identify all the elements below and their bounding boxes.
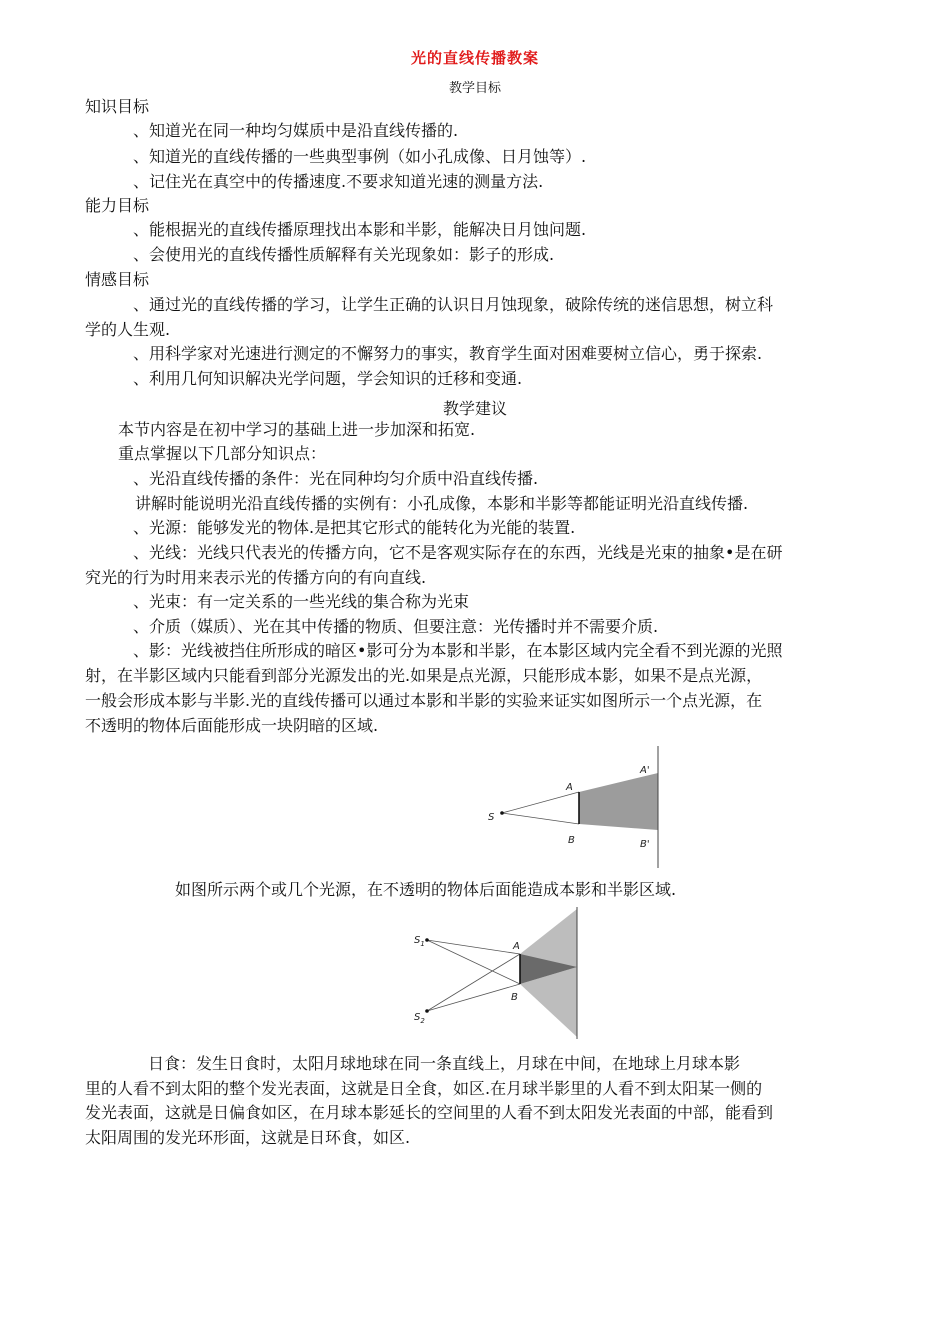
point-shadow-continued: 不透明的物体后面能形成一块阴暗的区域. <box>85 716 379 735</box>
label-s2: $S_2$ <box>414 1012 425 1025</box>
label-b: B <box>568 835 575 846</box>
eclipse-paragraph-continued: 太阳周围的发光环形面，这就是日环食，如区. <box>85 1128 411 1147</box>
label-a-prime: A' <box>640 765 650 776</box>
point-condition: 、光沿直线传播的条件：光在同种均匀介质中沿直线传播. <box>133 469 539 488</box>
ray-line <box>502 813 579 824</box>
eclipse-paragraph-continued: 发光表面，这就是日偏食如区，在月球本影延长的空间里的人看不到太阳发光表面的中部，能看到 <box>85 1103 774 1122</box>
figure2-caption: 如图所示两个或几个光源，在不透明的物体后面能造成本影和半影区域. <box>175 880 677 899</box>
emotion-item: 、用科学家对光速进行测定的不懈努力的事实，教育学生面对困难要树立信心，勇于探索. <box>133 344 763 363</box>
section-heading-goals: 教学目标 <box>448 81 501 96</box>
ability-item: 、会使用光的直线传播性质解释有关光现象如：影子的形成. <box>133 245 555 264</box>
label-a: A <box>566 782 573 793</box>
point-shadow-continued: 射，在半影区域内只能看到部分光源发出的光.如果是点光源，只能形成本影，如果不是点光源， <box>85 666 763 685</box>
point-beam: 、光束：有一定关系的一些光线的集合称为光束 <box>133 592 470 611</box>
eclipse-paragraph-continued: 里的人看不到太阳的整个发光表面，这就是日全食，如区.在月球半影里的人看不到太阳某一侧的 <box>85 1079 763 1098</box>
ray-line <box>427 984 520 1011</box>
point-medium: 、介质（媒质）、光在其中传播的物质、但要注意：光传播时并不需要介质. <box>133 617 659 636</box>
ability-item: 、能根据光的直线传播原理找出本影和半影，能解决日月蚀问题. <box>133 220 587 239</box>
knowledge-item: 、知道光在同一种均匀媒质中是沿直线传播的. <box>133 121 459 140</box>
label-s1: $S_1$ <box>414 935 425 948</box>
umbra-region <box>579 773 658 830</box>
emotion-item: 、通过光的直线传播的学习，让学生正确的认识日月蚀现象，破除传统的迷信思想，树立科 <box>133 295 774 314</box>
emotion-item: 、利用几何知识解决光学问题，学会知识的迁移和变通. <box>133 369 523 388</box>
point-ray: 、光线：光线只代表光的传播方向，它不是客观实际存在的东西，光线是光束的抽象•是在研 <box>133 543 783 562</box>
suggestion-focus: 重点掌握以下几部分知识点： <box>118 444 327 463</box>
eclipse-paragraph: 日食：发生日食时，太阳月球地球在同一条直线上，月球在中间，在地球上月球本影 <box>148 1054 741 1073</box>
label-a: A <box>513 941 520 952</box>
point-examples: 讲解时能说明光沿直线传播的实例有：小孔成像，本影和半影等都能证明光沿直线传播. <box>135 494 749 513</box>
knowledge-item: 、知道光的直线传播的一些典型事例（如小孔成像、日月蚀等）. <box>133 147 587 166</box>
label-b-prime: B' <box>640 839 650 850</box>
figure-two-sources-shadow <box>405 905 590 1040</box>
suggestion-intro: 本节内容是在初中学习的基础上进一步加深和拓宽. <box>118 420 476 439</box>
figure-point-source-shadow <box>480 740 680 870</box>
point-source <box>500 811 504 815</box>
point-source: 、光源：能够发光的物体.是把其它形式的能转化为光能的装置. <box>133 518 576 537</box>
point-source-1 <box>425 938 429 942</box>
emotion-item-continued: 学的人生观. <box>85 320 171 339</box>
label-s: S <box>488 812 495 823</box>
point-shadow-continued: 一般会形成本影与半影.光的直线传播可以通过本影和半影的实验来证实如图所示一个点光源，在 <box>85 691 763 710</box>
knowledge-item: 、记住光在真空中的传播速度.不要求知道光速的测量方法. <box>133 172 544 191</box>
section-heading-suggestions: 教学建议 <box>442 399 507 418</box>
ability-heading: 能力目标 <box>85 196 150 215</box>
ray-line <box>502 792 579 813</box>
knowledge-heading: 知识目标 <box>85 97 150 116</box>
label-b: B <box>511 992 518 1003</box>
point-ray-continued: 究光的行为时用来表示光的传播方向的有向直线. <box>85 568 427 587</box>
document-title: 光的直线传播教案 <box>410 49 539 67</box>
point-source-2 <box>425 1009 429 1013</box>
ray-line <box>427 954 520 1011</box>
point-shadow: 、影：光线被挡住所形成的暗区•影可分为本影和半影，在本影区域内完全看不到光源的光照 <box>133 641 783 660</box>
emotion-heading: 情感目标 <box>85 270 150 289</box>
